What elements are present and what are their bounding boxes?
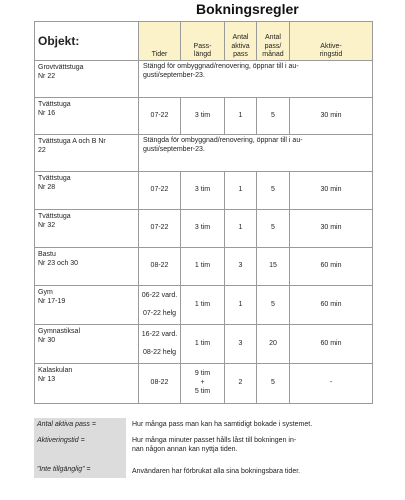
object-number: Nr 23 och 30 (38, 259, 79, 267)
legend-term: ”Inte tillgänglig” = (34, 459, 126, 478)
tider-cell: 07-22 (139, 98, 181, 135)
table-row (35, 364, 373, 404)
aktiva-pass-cell: 1 (225, 286, 257, 325)
legend-row (34, 418, 372, 431)
header-aktiva-pass: Antal aktiva pass (225, 22, 257, 61)
object-name-cell (35, 210, 139, 248)
page-title: Bokningsregler (196, 1, 299, 17)
passlangd-line: + (200, 379, 205, 387)
tider-cell: 07-22 (139, 210, 181, 248)
object-name-cell (35, 98, 139, 135)
object-number: Nr 16 (38, 109, 56, 117)
object-name: Tvättstuga A och B Nr (38, 138, 106, 145)
tider-cell: 08-22 (139, 248, 181, 286)
pass-per-manad-cell: 5 (257, 286, 290, 325)
passlangd-cell: 3 tim (181, 210, 225, 248)
closed-note: Stängda för ombyggnad/renovering, öppnar till i au- gusti/september-23. (139, 135, 373, 172)
passlangd-cell (181, 364, 225, 404)
tider-cell: 07-22 (139, 172, 181, 210)
object-number: Nr 28 (38, 183, 56, 191)
tider-line: 07-22 helg (142, 309, 177, 317)
table-row (35, 286, 373, 325)
object-number: Nr 13 (38, 375, 56, 383)
table-row (35, 98, 373, 135)
object-name-cell (35, 61, 139, 98)
object-name: Gym (38, 289, 53, 296)
aktiva-pass-cell: 3 (225, 325, 257, 364)
aktiveringstid-cell: 30 min (290, 98, 373, 135)
object-number: Nr 30 (38, 336, 56, 344)
legend (34, 418, 372, 478)
aktiva-pass-cell: 3 (225, 248, 257, 286)
table-header-row (35, 22, 373, 61)
object-name-cell (35, 135, 139, 172)
object-name-cell (35, 172, 139, 210)
object-name: Bastu (38, 251, 56, 258)
aktiveringstid-cell: 30 min (290, 210, 373, 248)
object-name-cell (35, 325, 139, 364)
legend-row (34, 459, 372, 478)
pass-per-manad-cell: 5 (257, 98, 290, 135)
header-object: Objekt: (35, 22, 139, 61)
pass-per-manad-cell: 5 (257, 210, 290, 248)
table-row (35, 248, 373, 286)
aktiveringstid-cell: 60 min (290, 286, 373, 325)
tider-cell: 08-22 (139, 364, 181, 404)
tider-cell (139, 325, 181, 364)
object-number: Nr 17-19 (38, 297, 66, 305)
legend-desc: Hur många pass man kan ha samtidigt bokade i systemet. (132, 421, 313, 428)
object-number: 22 (38, 146, 46, 154)
legend-desc: Hur många minuter passet hålls låst till bokningen in- nan någon annan kan nyttja tiden. (132, 437, 297, 454)
table-row (35, 325, 373, 364)
object-name-cell (35, 286, 139, 325)
legend-row (34, 434, 372, 456)
aktiva-pass-cell: 2 (225, 364, 257, 404)
table-row (35, 135, 373, 172)
header-passlangd: Pass- längd (181, 22, 225, 61)
aktiveringstid-cell: - (290, 364, 373, 404)
object-number: Nr 22 (38, 72, 56, 80)
passlangd-cell: 1 tim (181, 325, 225, 364)
legend-term: Aktiveringstid = (34, 434, 126, 456)
booking-rules-table (34, 21, 373, 404)
object-name-cell (35, 248, 139, 286)
pass-per-manad-cell: 5 (257, 172, 290, 210)
aktiveringstid-cell: 30 min (290, 172, 373, 210)
tider-cell (139, 286, 181, 325)
tider-line: 16-22 vard. (141, 330, 178, 338)
passlangd-cell: 3 tim (181, 172, 225, 210)
passlangd-cell: 1 tim (181, 248, 225, 286)
aktiveringstid-cell: 60 min (290, 248, 373, 286)
object-name: Tvättstuga (38, 175, 71, 182)
object-name: Kalaskulan (38, 367, 73, 374)
header-aktiveringstid: Aktive- ringstid (290, 22, 373, 61)
pass-per-manad-cell: 5 (257, 364, 290, 404)
object-name-cell (35, 364, 139, 404)
passlangd-line: 5 tim (194, 387, 211, 395)
pass-per-manad-cell: 20 (257, 325, 290, 364)
passlangd-cell: 1 tim (181, 286, 225, 325)
aktiva-pass-cell: 1 (225, 172, 257, 210)
table-row (35, 61, 373, 98)
object-name: Tvättstuga (38, 213, 71, 220)
header-pass-per-manad: Antal pass/ månad (257, 22, 290, 61)
tider-line: 08-22 helg (142, 348, 177, 356)
table-row (35, 172, 373, 210)
passlangd-line: 9 tim (194, 370, 211, 378)
aktiveringstid-cell: 60 min (290, 325, 373, 364)
object-number: Nr 32 (38, 221, 56, 229)
passlangd-cell: 3 tim (181, 98, 225, 135)
aktiva-pass-cell: 1 (225, 210, 257, 248)
legend-term: Antal aktiva pass = (34, 418, 126, 431)
table-row (35, 210, 373, 248)
object-name: Grovtvättstuga (38, 64, 84, 71)
legend-desc: Användaren har förbrukat alla sina bokningsbara tider. (132, 468, 301, 476)
object-name: Tvättstuga (38, 101, 71, 108)
closed-note: Stängd för ombyggnad/renovering, öppnar till i au- gusti/september-23. (139, 61, 373, 98)
pass-per-manad-cell: 15 (257, 248, 290, 286)
tider-line: 06-22 vard. (141, 291, 178, 299)
object-name: Gymnastiksal (38, 328, 81, 335)
table-body (35, 61, 373, 404)
aktiva-pass-cell: 1 (225, 98, 257, 135)
header-tider: Tider (139, 22, 181, 61)
